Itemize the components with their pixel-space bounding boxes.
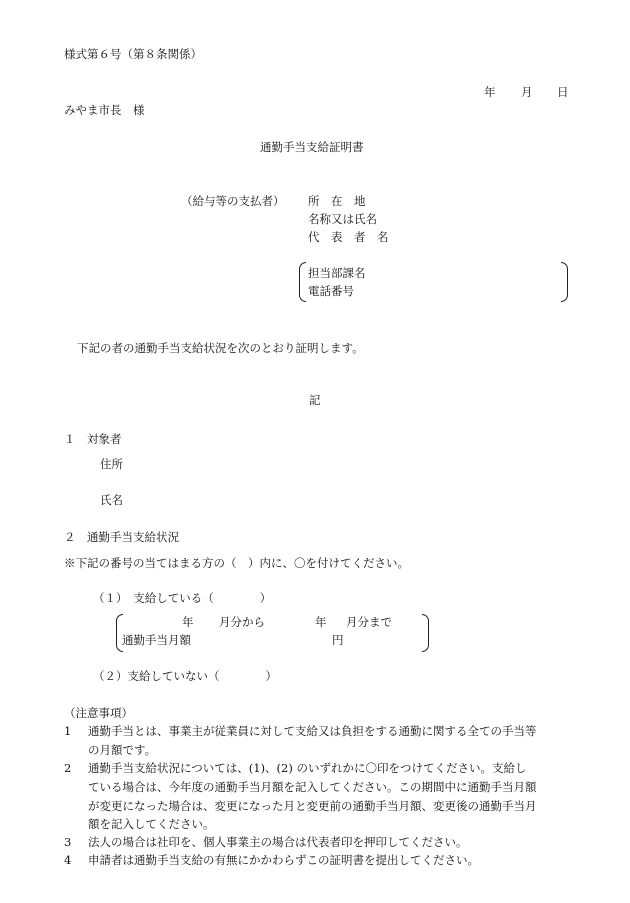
note-text-line: 法人の場合は社印を、個人事業主の場合は代表者印を押印してください。: [88, 835, 468, 849]
monthly-amount-label: 通勤手当月額: [122, 633, 191, 647]
section2-instruction: ※下記の番号の当てはまる方の（ ）内に、〇を付けてください。: [64, 556, 409, 570]
period-year-to: 年: [315, 615, 327, 629]
recipient: みやま市長 様: [64, 103, 145, 117]
subject-name-label: 氏名: [100, 493, 123, 507]
option1-paying: （１） 支給している（ ）: [93, 591, 272, 605]
payer-label: （給与等の支払者）: [181, 194, 285, 208]
contact-bracket-left: [299, 262, 306, 302]
period-year-from: 年: [182, 615, 194, 629]
contact-phone-label: 電話番号: [308, 284, 354, 298]
period-from-label: 月分から: [219, 615, 265, 629]
section2-heading: ２ 通勤手当支給状況: [64, 530, 179, 544]
note-text-line: 通勤手当とは、事業主が従業員に対して支給又は負担をする通勤に関する全ての手当等: [88, 724, 537, 738]
date-month-label: 月: [521, 85, 533, 99]
contact-department-label: 担当部課名: [308, 266, 366, 280]
notes-title: （注意事項）: [64, 706, 133, 720]
document-title: 通勤手当支給証明書: [260, 140, 364, 154]
date-year-label: 年: [484, 85, 496, 99]
note-text-line: 申請者は通勤手当支給の有無にかかわらずこの証明書を提出してください。: [88, 853, 479, 867]
section1-heading: １ 対象者: [64, 432, 122, 446]
option2-not-paying: （２）支給していない（ ）: [93, 669, 277, 683]
payer-address-label: 所 在 地: [308, 194, 366, 208]
period-bracket-right: [422, 614, 429, 652]
contact-bracket-right: [561, 262, 568, 302]
note-text-line: 通勤手当支給状況については、(1)、(2) のいずれかに〇印をつけてください。支給し: [88, 761, 527, 775]
payer-name-label: 名称又は氏名: [308, 212, 377, 226]
note-text-line: が変更になった場合は、変更になった月と変更前の通勤手当月額、変更後の通勤手当月: [88, 799, 537, 813]
certification-statement: 下記の者の通勤手当支給状況を次のとおり証明します。: [77, 341, 364, 355]
note-number: 1: [64, 724, 72, 738]
note-text-line: の月額です。: [88, 743, 157, 757]
payer-representative-label: 代 表 者 名: [308, 230, 389, 244]
note-text-line: ている場合は、今年度の通勤手当月額を記入してください。この期間中に通勤手当月額: [88, 780, 537, 794]
note-number: 3: [64, 835, 72, 849]
period-to-label: 月分まで: [346, 615, 392, 629]
yen-label: 円: [332, 633, 344, 647]
note-number: 4: [64, 853, 72, 867]
form-number: 様式第６号（第８条関係）: [64, 47, 202, 61]
date-day-label: 日: [557, 85, 569, 99]
subject-address-label: 住所: [100, 457, 123, 471]
note-text-line: 額を記入してください。: [88, 817, 215, 831]
ki-marker: 記: [309, 393, 321, 407]
note-number: 2: [64, 761, 72, 775]
